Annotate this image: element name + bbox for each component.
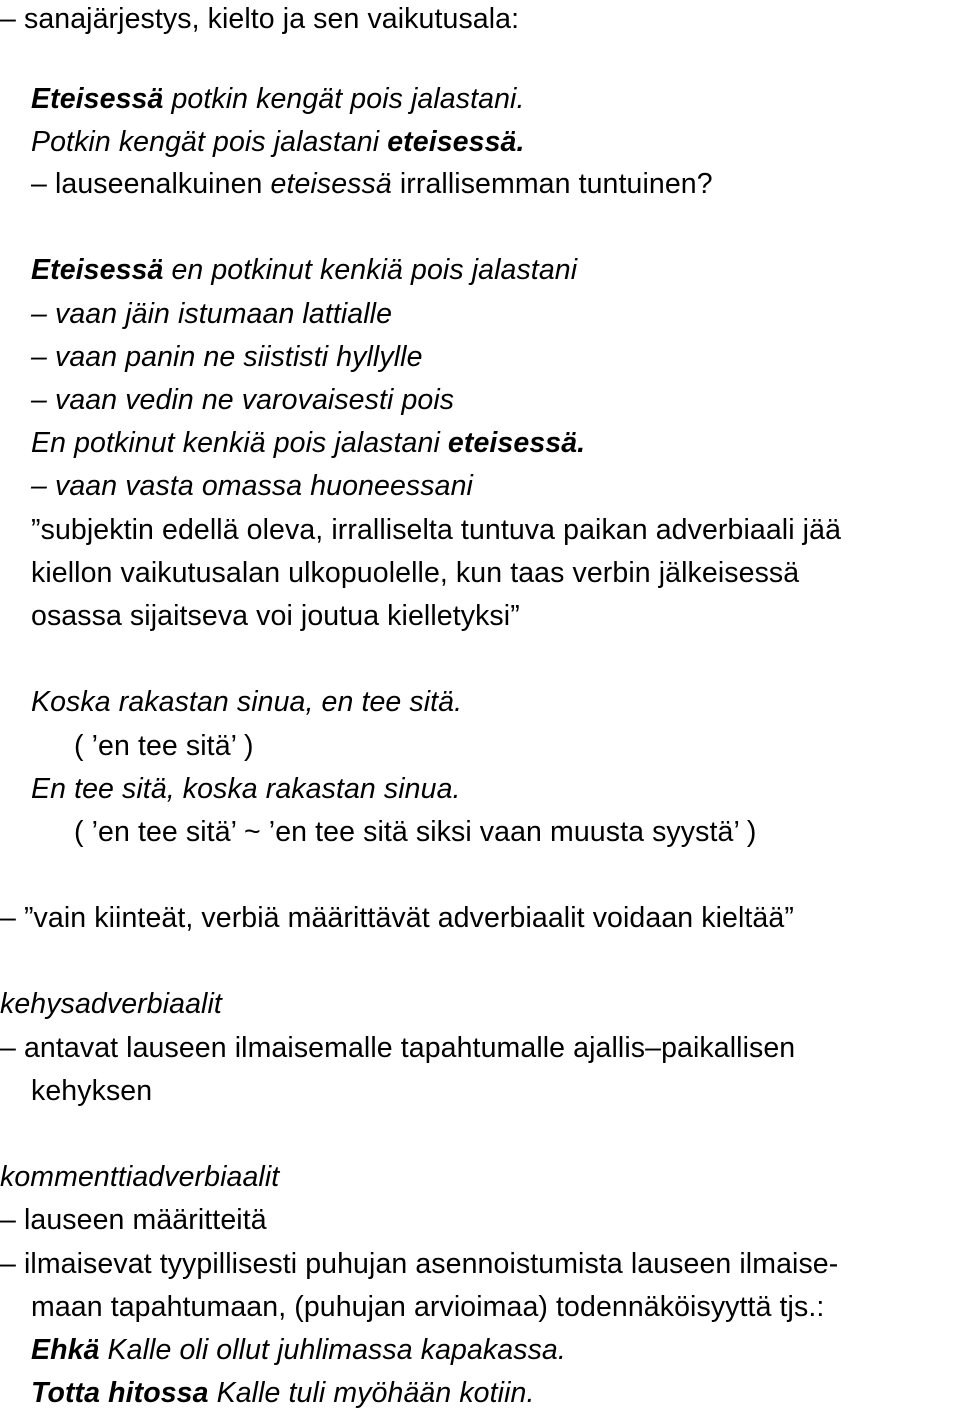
text-line: – lauseenalkuinen eteisessä irrallisemman tuntuinen?	[31, 168, 713, 200]
text-line: – ilmaisevat tyypillisesti puhujan asennoistumista lauseen ilmaise-	[0, 1248, 839, 1280]
example-sentence: Totta hitossa Kalle tuli myöhään kotiin.	[31, 1377, 535, 1409]
gloss: ( ’en tee sitä’ ~ ’en tee sitä siksi vaan muusta syystä’ )	[74, 816, 757, 848]
example-sentence: – vaan vasta omassa huoneessani	[31, 470, 473, 502]
text-line: – lauseen määritteitä	[0, 1204, 267, 1236]
example-sentence: Koska rakastan sinua, en tee sitä.	[31, 686, 463, 718]
example-sentence: Potkin kengät pois jalastani eteisessä.	[31, 126, 525, 158]
term-heading: kehysadverbiaalit	[0, 988, 222, 1020]
example-sentence: – vaan panin ne siististi hyllylle	[31, 341, 423, 373]
text-line: – antavat lauseen ilmaisemalle tapahtumalle ajallis–paikallisen	[0, 1032, 796, 1064]
text-line: – ”vain kiinteät, verbiä määrittävät adverbiaalit voidaan kieltää”	[0, 902, 794, 934]
text-line: maan tapahtumaan, (puhujan arvioimaa) todennäköisyyttä tjs.:	[31, 1291, 825, 1323]
example-sentence: Eteisessä potkin kengät pois jalastani.	[31, 83, 525, 115]
example-sentence: En tee sitä, koska rakastan sinua.	[31, 773, 461, 805]
quotation: kiellon vaikutusalan ulkopuolelle, kun taas verbin jälkeisessä	[31, 557, 800, 589]
quotation: ”subjektin edellä oleva, irralliselta tuntuva paikan adverbiaali jää	[31, 514, 842, 546]
term-heading: kommenttiadverbiaalit	[0, 1161, 280, 1193]
example-sentence: – vaan jäin istumaan lattialle	[31, 298, 393, 330]
quotation: osassa sijaitseva voi joutua kielletyksi”	[31, 600, 520, 632]
gloss: ( ’en tee sitä’ )	[74, 730, 254, 762]
example-sentence: Eteisessä en potkinut kenkiä pois jalastani	[31, 254, 578, 286]
example-sentence: – vaan vedin ne varovaisesti pois	[31, 384, 455, 416]
text-line: – sanajärjestys, kielto ja sen vaikutusala:	[0, 3, 520, 35]
example-sentence: Ehkä Kalle oli ollut juhlimassa kapakassa.	[31, 1334, 566, 1366]
example-sentence: En potkinut kenkiä pois jalastani eteisessä.	[31, 427, 586, 459]
text-line: kehyksen	[31, 1075, 153, 1107]
